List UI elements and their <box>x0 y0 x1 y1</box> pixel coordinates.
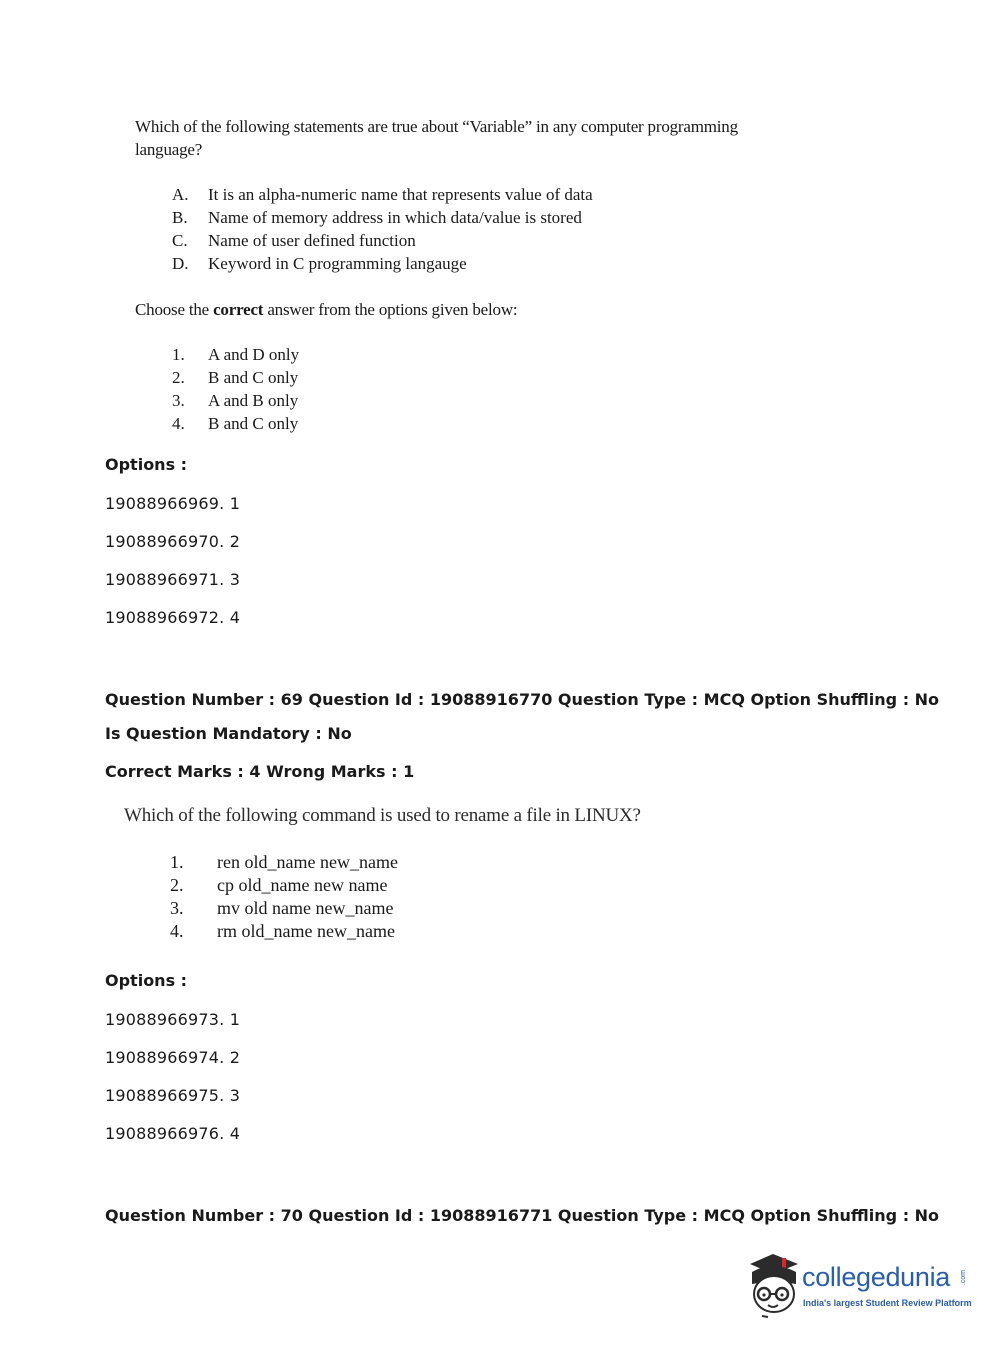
option-id: 19088966973. 1 <box>105 1010 241 1029</box>
q68-stem-line2: language? <box>135 140 203 159</box>
statement-item: A. It is an alpha-numeric name that represents value of data <box>172 185 593 204</box>
answer-item: 4. B and C only <box>172 414 299 433</box>
answer-item: 3. A and B only <box>172 391 299 410</box>
q69-mandatory: Is Question Mandatory : No <box>105 724 352 743</box>
q68-stem-line1: Which of the following statements are true about “Variable” in any computer programming <box>135 117 738 136</box>
brand-name: collegedunia <box>802 1262 951 1292</box>
q68-statements <box>172 183 593 275</box>
q68-answer-choices <box>172 343 299 435</box>
option-id: 19088966969. 1 <box>105 494 241 513</box>
q68-instruction: Choose the correct answer from the options given below: <box>135 300 518 319</box>
statement-item: C. Name of user defined function <box>172 231 416 250</box>
answer-item: 2. B and C only <box>172 368 299 387</box>
option-id: 19088966976. 4 <box>105 1124 241 1143</box>
option-id: 19088966971. 3 <box>105 570 241 589</box>
q70-meta-line1: Question Number : 70 Question Id : 19088916771 Question Type : MCQ Option Shuffling : No <box>105 1206 940 1225</box>
choice-item: 3. mv old name new_name <box>170 898 394 918</box>
statement-item: D. Keyword in C programming langauge <box>172 254 467 273</box>
choice-item: 1. ren old_name new_name <box>170 852 398 872</box>
q69-options-label: Options : <box>105 971 188 990</box>
option-id: 19088966972. 4 <box>105 608 241 627</box>
option-id: 19088966975. 3 <box>105 1086 241 1105</box>
q69-stem: Which of the following command is used to rename a file in LINUX? <box>124 805 641 826</box>
option-id: 19088966970. 2 <box>105 532 241 551</box>
answer-item: 1. A and D only <box>172 345 300 364</box>
q69-choices <box>170 851 398 943</box>
q68-stem <box>135 115 755 161</box>
q69-marks: Correct Marks : 4 Wrong Marks : 1 <box>105 762 415 781</box>
q68-options-label: Options : <box>105 455 188 474</box>
option-id: 19088966974. 2 <box>105 1048 241 1067</box>
brand-suffix: .com <box>960 1270 967 1286</box>
choice-item: 4. rm old_name new_name <box>170 921 395 941</box>
statement-item: B. Name of memory address in which data/value is stored <box>172 208 582 227</box>
collegedunia-logo <box>742 1250 972 1320</box>
mascot-icon <box>742 1250 804 1320</box>
choice-item: 2. cp old_name new name <box>170 875 388 895</box>
brand-tagline: India's largest Student Review Platform <box>803 1298 972 1308</box>
q69-meta-line1: Question Number : 69 Question Id : 19088916770 Question Type : MCQ Option Shuffling : No <box>105 690 940 709</box>
